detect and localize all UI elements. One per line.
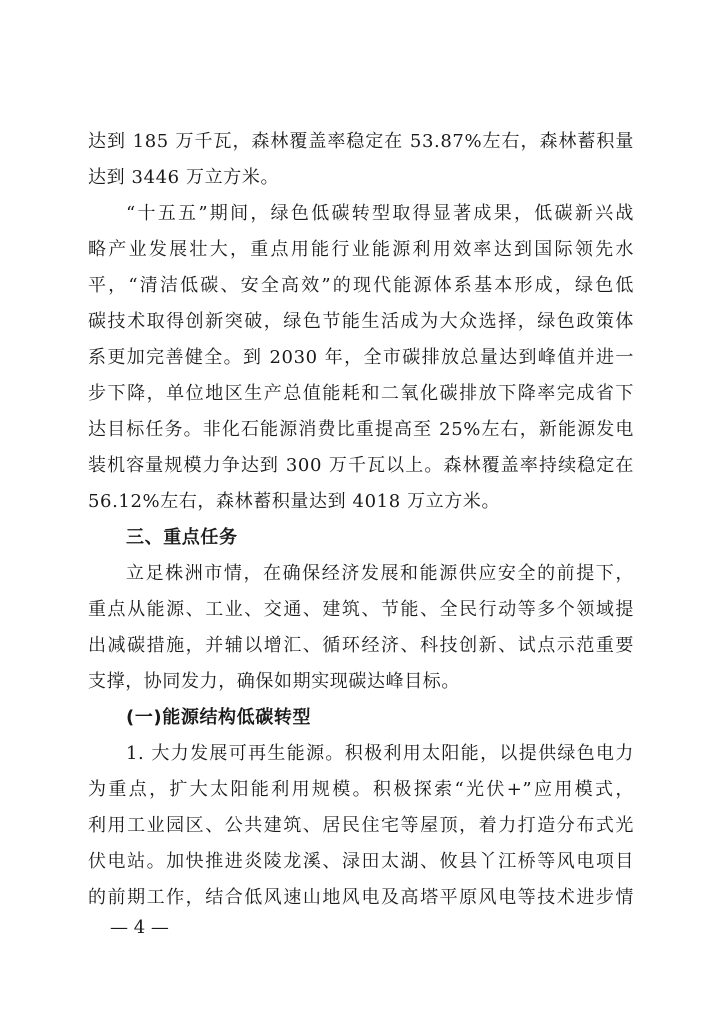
page-number: — 4 — [110, 917, 169, 938]
paragraph-forest-2025 [88, 124, 634, 196]
paragraph-key-tasks-intro [88, 556, 634, 700]
text-line: 重点从能源、工业、交通、建筑、节能、全民行动等多个领域提 [88, 599, 634, 620]
document-body [88, 124, 634, 916]
text-line: 为重点，扩大太阳能利用规模。积极探索“光伏+”应用模式， [88, 779, 634, 800]
text-line: 1. 大力发展可再生能源。积极利用太阳能，以提供绿色电力 [126, 743, 634, 764]
text-line: 达到 3446 万立方米。 [88, 167, 280, 188]
text-line: 的前期工作，结合低风速山地风电及高塔平原风电等技术进步情 [88, 887, 634, 908]
text-line: 伏电站。加快推进炎陵龙溪、渌田太湖、攸县丫江桥等风电项目 [88, 851, 634, 872]
text-line: 平，“清洁低碳、安全高效”的现代能源体系基本形成，绿色低 [88, 275, 634, 296]
text-line: 略产业发展壮大，重点用能行业能源利用效率达到国际领先水 [88, 239, 634, 260]
text-line: 碳技术取得创新突破，绿色节能生活成为大众选择，绿色政策体 [88, 311, 634, 332]
text-line: 立足株洲市情，在确保经济发展和能源供应安全的前提下， [126, 563, 634, 584]
text-line: 达目标任务。非化石能源消费比重提高至 25%左右，新能源发电 [88, 419, 634, 440]
text-line: 系更加完善健全。到 2030 年，全市碳排放总量达到峰值并进一 [88, 347, 634, 368]
text-line: 达到 185 万千瓦，森林覆盖率稳定在 53.87%左右，森林蓄积量 [88, 131, 634, 152]
text-line: 利用工业园区、公共建筑、居民住宅等屋顶，着力打造分布式光 [88, 815, 634, 836]
text-line: 56.12%左右，森林蓄积量达到 4018 万立方米。 [88, 491, 501, 512]
subsection-heading-energy: (一)能源结构低碳转型 [126, 707, 312, 728]
section-heading-key-tasks: 三、重点任务 [126, 527, 238, 548]
paragraph-renewable-energy [88, 736, 634, 916]
text-line: “十五五”期间，绿色低碳转型取得显著成果，低碳新兴战 [126, 203, 634, 224]
paragraph-fifteenth-plan [88, 196, 634, 520]
text-line: 出减碳措施，并辅以增汇、循环经济、科技创新、试点示范重要 [88, 635, 634, 656]
text-line: 装机容量规模力争达到 300 万千瓦以上。森林覆盖率持续稳定在 [88, 455, 634, 476]
text-line: 支撑，协同发力，确保如期实现碳达峰目标。 [88, 671, 460, 692]
text-line: 步下降，单位地区生产总值能耗和二氧化碳排放下降率完成省下 [88, 383, 634, 404]
